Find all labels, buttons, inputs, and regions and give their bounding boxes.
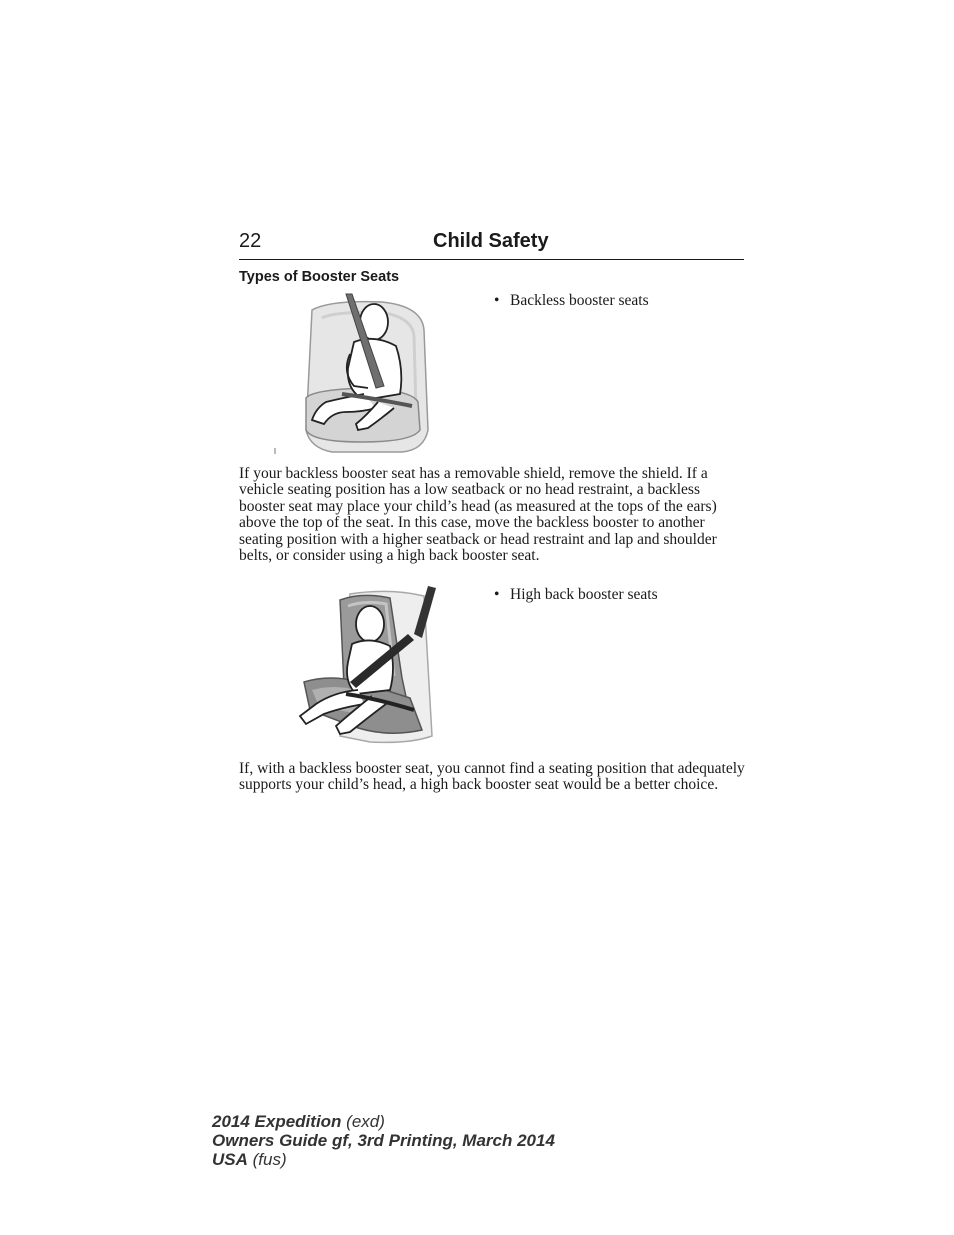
footer-market-code: (fus) — [252, 1150, 287, 1169]
footer-model-name: 2014 Expedition — [212, 1112, 342, 1131]
bullet-marker: • — [494, 586, 500, 603]
bullet-marker: • — [494, 292, 500, 309]
backless-booster-seat-illustration — [272, 290, 436, 456]
high-back-booster-seat-icon — [290, 586, 438, 746]
footer-model-code: (exd) — [346, 1112, 385, 1131]
paragraph-removable-shield: If your backless booster seat has a removable shield, remove the shield. If a vehicle seating position has a low seatback or no head restraint, a backless booster seat may place your child’s head (as measured at the tops of the ears) above the top of the seat. In this case, move the backless booster to another seating position with a higher seatback or head restraint and lap and shoulder belts, or consider using a high back booster seat. — [239, 465, 717, 565]
backless-booster-seat-icon — [272, 290, 436, 456]
section-heading: Types of Booster Seats — [239, 269, 400, 285]
bullet-text: Backless booster seats — [510, 292, 649, 309]
document-footer — [212, 1112, 555, 1169]
footer-line-market — [212, 1150, 555, 1169]
high-back-booster-seat-illustration — [290, 586, 438, 746]
chapter-title: Child Safety — [433, 230, 549, 252]
footer-printing-info: Owners Guide gf, 3rd Printing, March 2014 — [212, 1131, 555, 1150]
bullet-item-backless — [494, 291, 649, 310]
footer-line-model — [212, 1112, 555, 1131]
paragraph-high-back-choice: If, with a backless booster seat, you cannot find a seating position that adequately supports your child’s head, a high back booster seat would be a better choice. — [239, 760, 745, 794]
page-number: 22 — [239, 230, 262, 252]
bullet-text: High back booster seats — [510, 586, 658, 603]
footer-market: USA — [212, 1150, 248, 1169]
header-divider — [239, 259, 744, 260]
bullet-item-high-back — [494, 585, 658, 604]
